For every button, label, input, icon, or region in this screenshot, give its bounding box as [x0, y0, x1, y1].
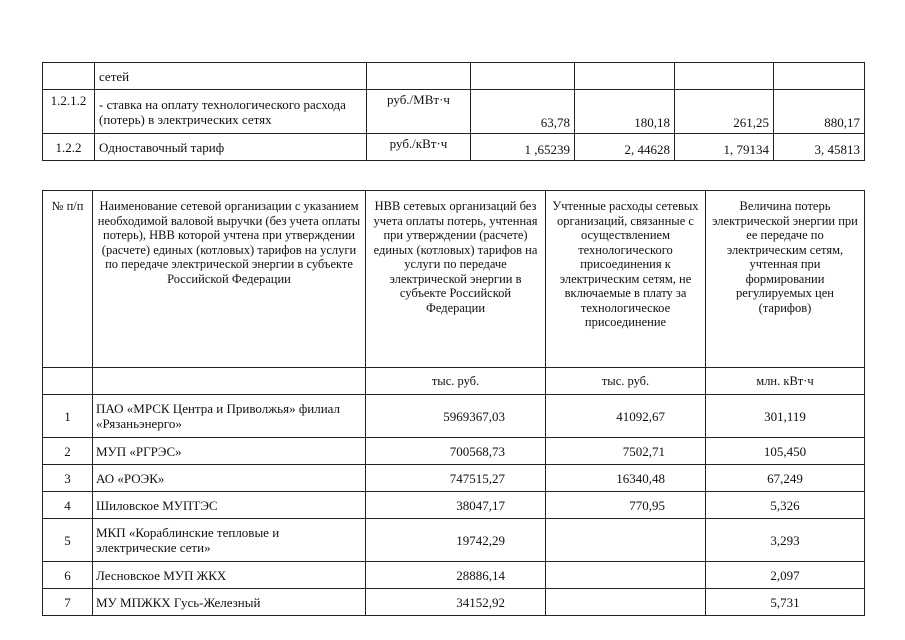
header-losses: Величина потерь электрической энергии при ее передаче по электрическим сетям, учтенная при формировании регулируемых цен (тарифов)	[706, 191, 865, 368]
row-value: 880,17	[774, 90, 865, 134]
row-name: - ставка на оплату технологического расхода (потерь) в электрических сетях	[95, 90, 367, 134]
units-empty	[43, 368, 93, 395]
row-value: 180,18	[575, 90, 675, 134]
row-expenses: 770,95	[546, 492, 706, 519]
row-losses: 301,119	[706, 395, 865, 438]
table-row	[43, 63, 865, 90]
table-row	[43, 562, 865, 589]
row-nvv: 747515,27	[366, 465, 546, 492]
header-nvv: НВВ сетевых организаций без учета оплаты потерь, учтенная при утверждении (расчете) единых (котловых) тарифов на услуги по передаче электрической энергии в субъекте Российской Федерации	[366, 191, 546, 368]
row-nvv: 700568,73	[366, 438, 546, 465]
header-expenses: Учтенные расходы сетевых организаций, связанные с осуществлением технологического присоединения к электрическим сетям, не включаемые в плату за технологическое присоединение	[546, 191, 706, 368]
row-nvv: 19742,29	[366, 519, 546, 562]
row-value: 1, 79134	[675, 134, 774, 161]
row-expenses: 16340,48	[546, 465, 706, 492]
row-expenses	[546, 589, 706, 616]
tariff-table	[42, 62, 865, 161]
row-expenses: 41092,67	[546, 395, 706, 438]
row-name: МУП «РГРЭС»	[93, 438, 366, 465]
table-row	[43, 519, 865, 562]
table-row	[43, 465, 865, 492]
table-row	[43, 134, 865, 161]
unit-losses: млн. кВт·ч	[706, 368, 865, 395]
row-name: сетей	[95, 63, 367, 90]
row-losses: 3,293	[706, 519, 865, 562]
row-losses: 2,097	[706, 562, 865, 589]
table-row	[43, 438, 865, 465]
unit-expenses: тыс. руб.	[546, 368, 706, 395]
row-losses: 5,731	[706, 589, 865, 616]
row-name: АО «РОЭК»	[93, 465, 366, 492]
row-value: 1 ,65239	[471, 134, 575, 161]
network-organizations-table	[42, 190, 865, 616]
row-expenses	[546, 519, 706, 562]
row-value	[675, 63, 774, 90]
row-losses: 67,249	[706, 465, 865, 492]
row-nvv: 5969367,03	[366, 395, 546, 438]
units-empty	[93, 368, 366, 395]
table-row	[43, 589, 865, 616]
row-nvv: 28886,14	[366, 562, 546, 589]
row-value: 63,78	[471, 90, 575, 134]
header-no: № п/п	[43, 191, 93, 368]
row-name: МКП «Кораблинские тепловые и электрические сети»	[93, 519, 366, 562]
row-value	[774, 63, 865, 90]
table-row	[43, 395, 865, 438]
row-name: Одноставочный тариф	[95, 134, 367, 161]
row-code: 1.2.1.2	[43, 90, 95, 134]
row-value	[471, 63, 575, 90]
row-number: 6	[43, 562, 93, 589]
row-losses: 105,450	[706, 438, 865, 465]
header-row	[43, 191, 865, 368]
row-number: 2	[43, 438, 93, 465]
row-number: 4	[43, 492, 93, 519]
table-row	[43, 90, 865, 134]
row-unit: руб./МВт·ч	[367, 90, 471, 134]
row-nvv: 38047,17	[366, 492, 546, 519]
row-name: Шиловское МУПТЭС	[93, 492, 366, 519]
row-value: 3, 45813	[774, 134, 865, 161]
row-expenses: 7502,71	[546, 438, 706, 465]
row-expenses	[546, 562, 706, 589]
row-name: ПАО «МРСК Центра и Приволжья» филиал «Рязаньэнерго»	[93, 395, 366, 438]
row-number: 3	[43, 465, 93, 492]
row-value	[575, 63, 675, 90]
row-unit: руб./кВт·ч	[367, 134, 471, 161]
row-unit	[367, 63, 471, 90]
row-name: Лесновское МУП ЖКХ	[93, 562, 366, 589]
unit-nvv: тыс. руб.	[366, 368, 546, 395]
row-losses: 5,326	[706, 492, 865, 519]
row-value: 2, 44628	[575, 134, 675, 161]
header-name: Наименование сетевой организации с указанием необходимой валовой выручки (без учета оплаты потерь), НВВ которой учтена при утверждении (расчете) единых (котловых) тарифов на услуги по передаче электрической энергии в субъекте Российской Федерации	[93, 191, 366, 368]
row-number: 7	[43, 589, 93, 616]
table-row	[43, 492, 865, 519]
row-value: 261,25	[675, 90, 774, 134]
row-name: МУ МПЖКХ Гусь-Железный	[93, 589, 366, 616]
row-code: 1.2.2	[43, 134, 95, 161]
units-row	[43, 368, 865, 395]
row-code	[43, 63, 95, 90]
row-nvv: 34152,92	[366, 589, 546, 616]
row-number: 1	[43, 395, 93, 438]
row-number: 5	[43, 519, 93, 562]
